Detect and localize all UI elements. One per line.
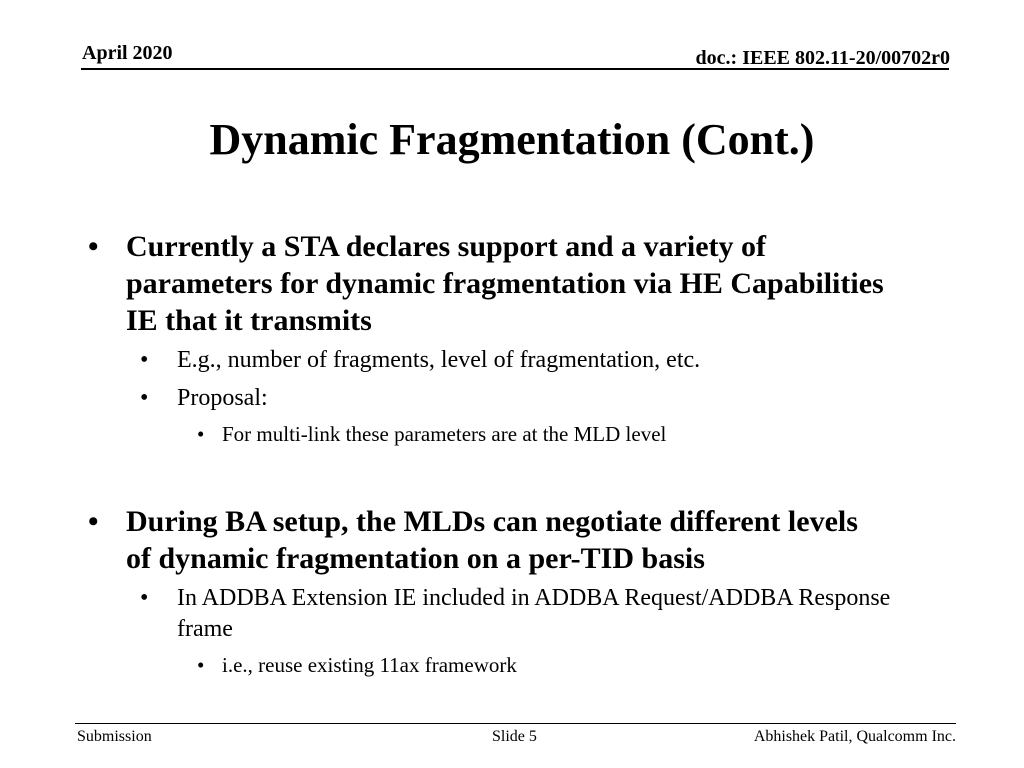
bullet-dot-icon: • [140, 585, 149, 611]
bullet-level1 [88, 228, 888, 339]
bullet-text: Currently a STA declares support and a variety of parameters for dynamic fragmentation via HE Capabilities IE that it transmits [126, 230, 884, 337]
bullet-dot-icon: • [140, 385, 149, 411]
bullet-dot-icon: • [197, 422, 205, 446]
footer-divider [75, 723, 956, 724]
footer-slide-number: Slide 5 [492, 728, 537, 745]
bullet-text: During BA setup, the MLDs can negotiate different levels of dynamic fragmentation on a per-TID basis [126, 505, 858, 575]
bullet-text: For multi-link these parameters are at the MLD level [222, 422, 667, 446]
bullet-text: In ADDBA Extension IE included in ADDBA Request/ADDBA Response frame [177, 585, 891, 642]
bullet-text: Proposal: [177, 385, 268, 411]
bullet-dot-icon: • [88, 505, 99, 538]
slide-title: Dynamic Fragmentation (Cont.) [209, 115, 815, 164]
header-divider [81, 68, 949, 70]
bullet-level3 [197, 421, 917, 448]
footer-author: Abhishek Patil, Qualcomm Inc. [753, 728, 956, 745]
bullet-dot-icon: • [140, 347, 149, 373]
bullet-level2 [140, 383, 930, 414]
header-doc-id: doc.: IEEE 802.11-20/00702r0 [695, 47, 950, 69]
header-date: April 2020 [82, 42, 173, 64]
bullet-dot-icon: • [88, 230, 99, 263]
bullet-level3 [197, 652, 917, 679]
bullet-text: E.g., number of fragments, level of fragmentation, etc. [177, 347, 701, 373]
bullet-level2 [140, 583, 930, 645]
bullet-level2 [140, 345, 930, 376]
bullet-level1 [88, 503, 888, 577]
bullet-text: i.e., reuse existing 11ax framework [222, 653, 517, 677]
bullet-dot-icon: • [197, 653, 205, 677]
footer-submission: Submission [77, 728, 152, 745]
